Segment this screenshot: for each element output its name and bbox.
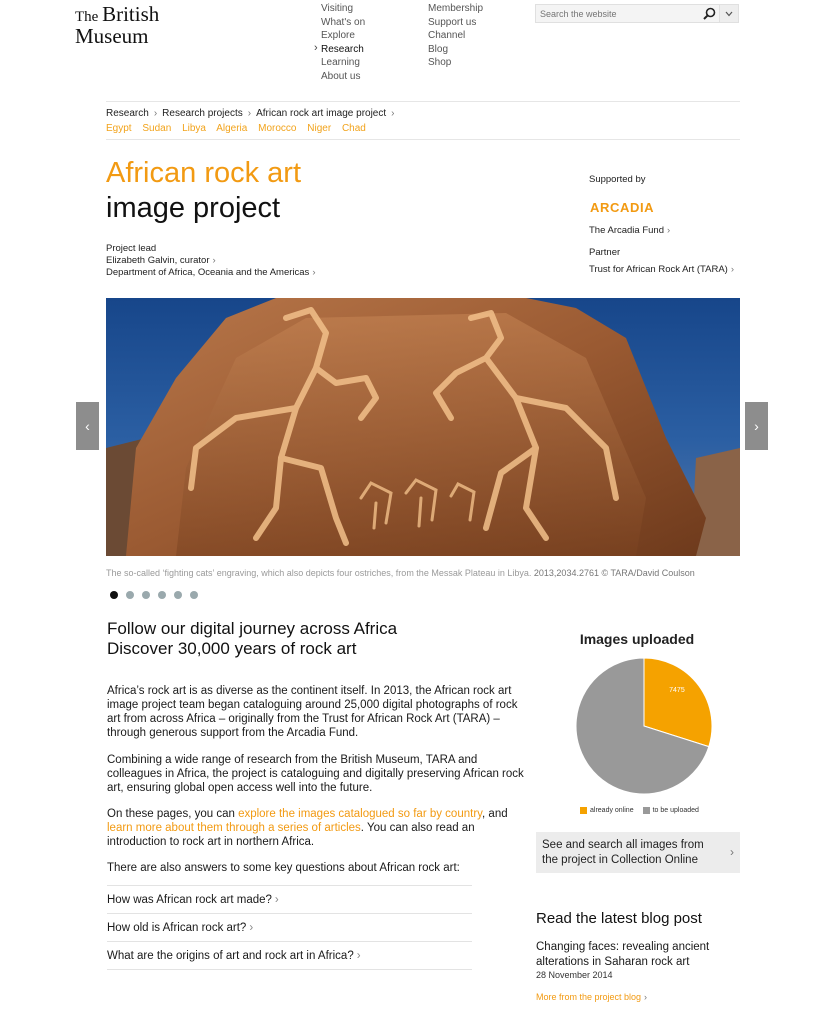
- chevron-right-icon: ›: [667, 225, 671, 236]
- nav-support-us[interactable]: Support us: [428, 16, 477, 28]
- question-link[interactable]: How old is African rock art? ›: [107, 913, 472, 942]
- arcadia-logo[interactable]: ARCADIA: [590, 200, 655, 215]
- nav-channel[interactable]: Channel: [428, 30, 466, 41]
- search-icon: [703, 7, 716, 20]
- chevron-right-icon: ›: [212, 255, 216, 266]
- legend-label-online: already online: [590, 807, 634, 814]
- country-link-libya[interactable]: Libya: [182, 123, 206, 134]
- page-title-line2: image project: [106, 192, 281, 224]
- nav-explore[interactable]: Explore: [321, 30, 355, 41]
- articles-link[interactable]: learn more about them through a series of articles: [107, 822, 361, 834]
- search-options-button[interactable]: [719, 5, 738, 22]
- project-lead: [106, 243, 315, 279]
- collection-online-text: See and search all images from the project in Collection Online: [542, 839, 704, 866]
- chevron-right-icon: ›: [356, 950, 361, 962]
- chevron-right-icon: ›: [730, 845, 734, 859]
- page-title-line1: African rock art: [106, 157, 301, 189]
- country-link-morocco[interactable]: Morocco: [258, 123, 297, 134]
- divider: [107, 969, 472, 970]
- chart-legend: [580, 807, 699, 814]
- tara-partner-link[interactable]: Trust for African Rock Art (TARA) ›: [589, 264, 735, 275]
- country-link-sudan[interactable]: Sudan: [142, 123, 172, 134]
- body-paragraph-2: Combining a wide range of research from the British Museum, TARA and colleagues in Africa, the project is cataloguing and digitally preserving African rock art, ensuring global open access well into the future.: [107, 754, 524, 794]
- images-uploaded-pie-chart: [575, 657, 713, 795]
- chevron-right-icon: ›: [644, 992, 648, 1002]
- carousel-dot[interactable]: [110, 591, 118, 599]
- nav-visiting[interactable]: Visiting: [321, 3, 354, 14]
- blog-post-title-link[interactable]: Changing faces: revealing ancient alterations in Saharan rock art: [536, 941, 710, 968]
- blog-post-date: 28 November 2014: [536, 970, 613, 980]
- nav-membership[interactable]: Membership: [428, 3, 484, 14]
- carousel-image[interactable]: [106, 298, 740, 556]
- country-link-niger[interactable]: Niger: [307, 123, 332, 134]
- rock-art-photo: [106, 298, 740, 556]
- legend-swatch-online: [580, 807, 587, 814]
- country-link-algeria[interactable]: Algeria: [216, 123, 248, 134]
- chevron-right-icon: ›: [249, 922, 254, 934]
- intro-line1: Follow our digital journey across Africa: [107, 619, 398, 638]
- main-nav-primary: [321, 2, 365, 83]
- body-paragraph-3: On these pages, you can explore the images catalogued so far by country, and learn more about them through a series of articles. You can also read an introduction to rock art in northern Africa.: [107, 808, 508, 848]
- chevron-down-icon: [725, 11, 733, 17]
- logo-british: British: [102, 2, 160, 26]
- carousel-dot[interactable]: [190, 591, 198, 599]
- pie-data-label: 7475: [669, 686, 685, 694]
- breadcrumb: [106, 108, 400, 119]
- carousel-dot[interactable]: [126, 591, 134, 599]
- body-paragraph-4: There are also answers to some key questions about African rock art:: [107, 862, 460, 874]
- more-blog-link[interactable]: More from the project blog ›: [536, 992, 648, 1002]
- breadcrumb-research-projects[interactable]: Research projects: [162, 108, 243, 119]
- carousel-caption: [106, 568, 695, 578]
- chart-title: Images uploaded: [579, 631, 695, 647]
- country-link-egypt[interactable]: Egypt: [106, 123, 132, 134]
- project-lead-name-link[interactable]: Elizabeth Galvin, curator ›: [106, 255, 216, 266]
- question-link[interactable]: What are the origins of art and rock art in Africa? ›: [107, 941, 472, 970]
- country-link-chad[interactable]: Chad: [341, 123, 366, 134]
- carousel-dot[interactable]: [158, 591, 166, 599]
- search-input[interactable]: [536, 5, 700, 22]
- breadcrumb-separator: ›: [153, 108, 158, 119]
- breadcrumb-current-project[interactable]: African rock art image project: [256, 108, 387, 119]
- nav-shop[interactable]: Shop: [428, 57, 452, 68]
- nav-blog[interactable]: Blog: [428, 43, 449, 55]
- question-link[interactable]: How was African rock art made? ›: [107, 885, 472, 914]
- legend-label-pending: to be uploaded: [652, 807, 699, 814]
- nav-research[interactable]: › Research: [321, 43, 365, 57]
- main-nav-secondary: [428, 2, 483, 70]
- carousel-dot[interactable]: [174, 591, 182, 599]
- intro-heading: [107, 619, 397, 659]
- chevron-right-icon: ›: [274, 894, 279, 906]
- department-link[interactable]: Department of Africa, Oceania and the Americas ›: [106, 267, 316, 278]
- site-search: [535, 4, 739, 23]
- blog-heading: Read the latest blog post: [536, 910, 702, 927]
- divider: [106, 101, 740, 102]
- nav-whats-on[interactable]: What's on: [321, 16, 366, 28]
- explore-images-link[interactable]: explore the images catalogued so far by country: [238, 808, 483, 820]
- search-button[interactable]: [699, 5, 719, 22]
- caption-text: The so-called ‘fighting cats’ engraving, which also depicts four ostriches, from the Messak Plateau in Libya.: [106, 568, 532, 578]
- legend-swatch-pending: [643, 807, 650, 814]
- chevron-right-icon: ›: [730, 264, 735, 275]
- country-links: [106, 123, 374, 134]
- supported-by-label: Supported by: [589, 174, 646, 185]
- chevron-right-icon: ›: [312, 267, 316, 278]
- divider: [106, 139, 740, 140]
- logo-the: The: [75, 9, 99, 25]
- breadcrumb-separator: ›: [247, 108, 252, 119]
- partner-label: Partner: [589, 247, 621, 258]
- nav-learning[interactable]: Learning: [321, 57, 360, 68]
- arcadia-fund-link[interactable]: The Arcadia Fund ›: [589, 225, 671, 236]
- project-lead-label: Project lead: [106, 243, 157, 254]
- logo-museum: Museum: [75, 24, 149, 48]
- body-paragraph-1: Africa’s rock art is as diverse as the continent itself. In 2013, the African rock art image project team began cataloguing around 25,000 digital photographs of rock art from across Africa – originally from the Trust for African Rock Art (TARA) – through generous support from the Arcadia Fund.: [107, 685, 518, 739]
- breadcrumb-separator: ›: [391, 108, 395, 119]
- caption-accession: 2013,2034.2761 © TARA/David Coulson: [533, 568, 695, 578]
- nav-about-us[interactable]: About us: [321, 70, 361, 82]
- british-museum-logo[interactable]: [75, 4, 159, 47]
- carousel-prev-button[interactable]: ‹: [76, 402, 99, 450]
- carousel-pagination: [110, 591, 198, 599]
- intro-line2: Discover 30,000 years of rock art: [107, 639, 357, 658]
- carousel-next-button[interactable]: ›: [745, 402, 768, 450]
- breadcrumb-research[interactable]: Research: [106, 108, 149, 119]
- collection-online-link[interactable]: [536, 832, 740, 873]
- carousel-dot[interactable]: [142, 591, 150, 599]
